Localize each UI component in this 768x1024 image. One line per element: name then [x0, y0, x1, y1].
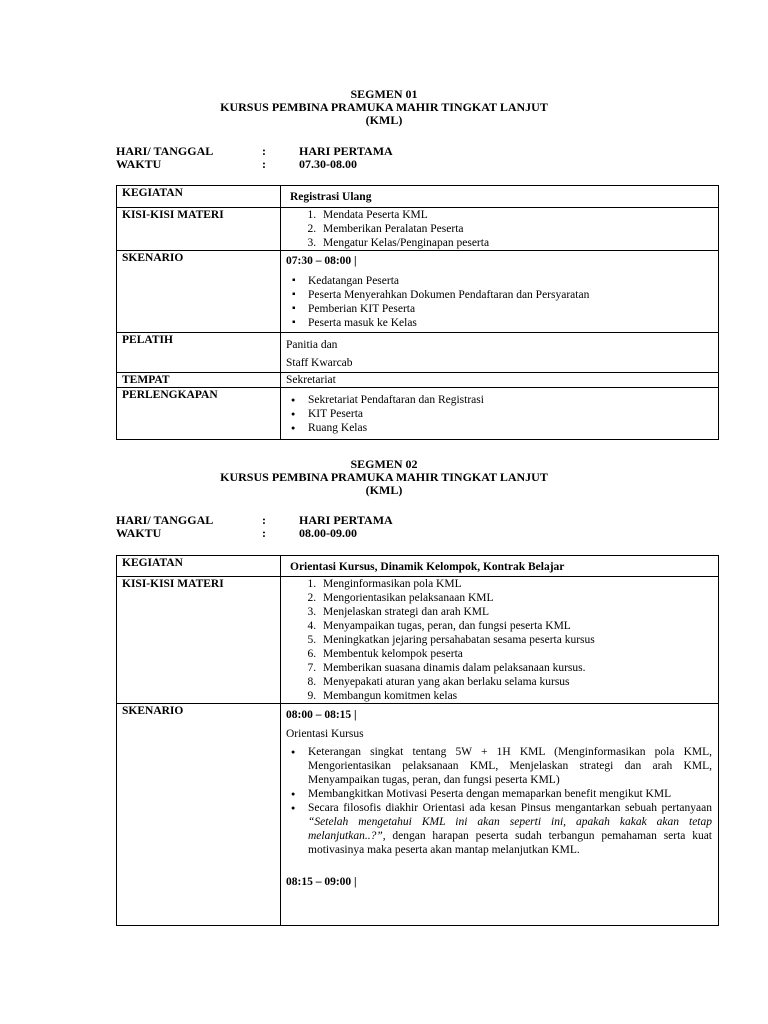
skenario-time: 07:30 – 08:00 |: [286, 255, 357, 267]
list-item: ▪ Peserta masuk ke Kelas: [308, 316, 714, 330]
list-item: ● Keterangan singkat tentang 5W + 1H KML (Menginformasikan pola KML, Mengorientasikan pelaksanaan KML, Menjelaskan strategi dan arah KML, Menyampaikan tugas, peran, dan fungsi peserta KML): [308, 745, 712, 787]
list-item: 8. Menyepakati aturan yang akan berlaku selama kursus: [319, 675, 714, 689]
kegiatan-value: Registrasi Ulang: [281, 186, 719, 208]
list-item: 7. Memberikan suasana dinamis dalam pelaksanaan kursus.: [319, 661, 714, 675]
skenario-label: SKENARIO: [117, 251, 281, 333]
list-item: 5. Meningkatkan jejaring persahabatan sesama peserta kursus: [319, 633, 714, 647]
tempat-row: [117, 373, 719, 388]
colon: :: [262, 144, 266, 158]
kegiatan-label: KEGIATAN: [117, 186, 281, 208]
kegiatan-row: [117, 186, 719, 208]
list-item: ▪ Peserta Menyerahkan Dokumen Pendaftaran dan Persyaratan: [308, 288, 714, 302]
pelatih-row: [117, 333, 719, 373]
hari-label: HARI/ TANGGAL: [116, 144, 214, 158]
item-quote: “Setelah mengetahui KML ini akan seperti ini, apakah kakak akan tetap melanjutkan..?”: [308, 816, 712, 842]
materi-label: KISI-KISI MATERI: [117, 577, 281, 704]
item-text: Secara filosofis diakhir Orientasi ada kesan Pinsus mengantarkan sebuah pertanyaan: [308, 802, 712, 814]
list-item: 6. Membentuk kelompok peserta: [319, 647, 714, 661]
hari-value: HARI PERTAMA: [299, 144, 393, 158]
pelatih-line: Staff Kwarcab: [286, 357, 353, 369]
skenario-cell: [281, 704, 719, 926]
course-abbr: (KML): [365, 483, 403, 497]
waktu-label: WAKTU: [116, 157, 162, 171]
item-text: , dengan harapan peserta sudah terbangun pemahaman serta kuat motivasinya maka peserta akan mantap melanjutkan KML.: [308, 830, 712, 856]
segment-2-info: [116, 514, 516, 540]
list-item: 1. Mendata Peserta KML: [319, 208, 714, 222]
segment-2-header: [0, 458, 768, 497]
segment-2-table: [116, 555, 719, 926]
segment-1-header: [0, 88, 768, 127]
pelatih-line: Panitia dan: [286, 339, 338, 351]
list-item: ● Sekretariat Pendaftaran dan Registrasi: [308, 393, 714, 407]
kegiatan-value: Orientasi Kursus, Dinamik Kelompok, Kontrak Belajar: [281, 556, 719, 577]
skenario-list: [286, 745, 712, 857]
segment-1-info: [116, 145, 516, 171]
perlengkapan-cell: [281, 388, 719, 440]
perlengkapan-label: PERLENGKAPAN: [117, 388, 281, 440]
list-item: ▪ Kedatangan Peserta: [308, 274, 714, 288]
hari-label: HARI/ TANGGAL: [116, 513, 214, 527]
colon: :: [262, 157, 266, 171]
list-item: 9. Membangun komitmen kelas: [319, 689, 714, 703]
skenario-row: [117, 251, 719, 333]
skenario-time: 08:15 – 09:00 |: [286, 876, 357, 888]
materi-list: [286, 208, 714, 250]
pelatih-cell: [281, 333, 719, 373]
skenario-cell: [281, 251, 719, 333]
segment-title: SEGMEN 02: [350, 457, 418, 471]
tempat-label: TEMPAT: [117, 373, 281, 388]
hari-value: HARI PERTAMA: [299, 513, 393, 527]
list-item: ● Ruang Kelas: [308, 421, 714, 435]
list-item: 3. Menjelaskan strategi dan arah KML: [319, 605, 714, 619]
kegiatan-row: [117, 556, 719, 577]
pelatih-label: PELATIH: [117, 333, 281, 373]
skenario-label: SKENARIO: [117, 704, 281, 926]
skenario-row: [117, 704, 719, 926]
waktu-label: WAKTU: [116, 526, 162, 540]
skenario-subtitle: Orientasi Kursus: [286, 728, 364, 740]
course-abbr: (KML): [365, 113, 403, 127]
skenario-time: 08:00 – 08:15 |: [286, 709, 357, 721]
materi-cell: [281, 208, 719, 251]
list-item: ▪ Pemberian KIT Peserta: [308, 302, 714, 316]
colon: :: [262, 526, 266, 540]
perlengkapan-row: [117, 388, 719, 440]
materi-row: [117, 577, 719, 704]
materi-list: [286, 577, 714, 703]
list-item: 2. Memberikan Peralatan Peserta: [319, 222, 714, 236]
perlengkapan-list: [286, 393, 714, 435]
list-item: 1. Menginformasikan pola KML: [319, 577, 714, 591]
colon: :: [262, 513, 266, 527]
course-title: KURSUS PEMBINA PRAMUKA MAHIR TINGKAT LANJUT: [220, 470, 548, 484]
materi-label: KISI-KISI MATERI: [117, 208, 281, 251]
list-item: ● KIT Peserta: [308, 407, 714, 421]
list-item: 4. Menyampaikan tugas, peran, dan fungsi peserta KML: [319, 619, 714, 633]
materi-cell: [281, 577, 719, 704]
segment-1-table: [116, 185, 719, 440]
list-item: 3. Mengatur Kelas/Penginapan peserta: [319, 236, 714, 250]
segment-title: SEGMEN 01: [350, 87, 418, 101]
kegiatan-label: KEGIATAN: [117, 556, 281, 577]
skenario-list: [286, 274, 714, 330]
waktu-value: 08.00-09.00: [299, 526, 357, 540]
list-item: [308, 801, 712, 857]
list-item: 2. Mengorientasikan pelaksanaan KML: [319, 591, 714, 605]
tempat-value: Sekretariat: [281, 373, 719, 388]
waktu-value: 07.30-08.00: [299, 157, 357, 171]
materi-row: [117, 208, 719, 251]
course-title: KURSUS PEMBINA PRAMUKA MAHIR TINGKAT LANJUT: [220, 100, 548, 114]
list-item: ● Membangkitkan Motivasi Peserta dengan memaparkan benefit mengikut KML: [308, 787, 712, 801]
